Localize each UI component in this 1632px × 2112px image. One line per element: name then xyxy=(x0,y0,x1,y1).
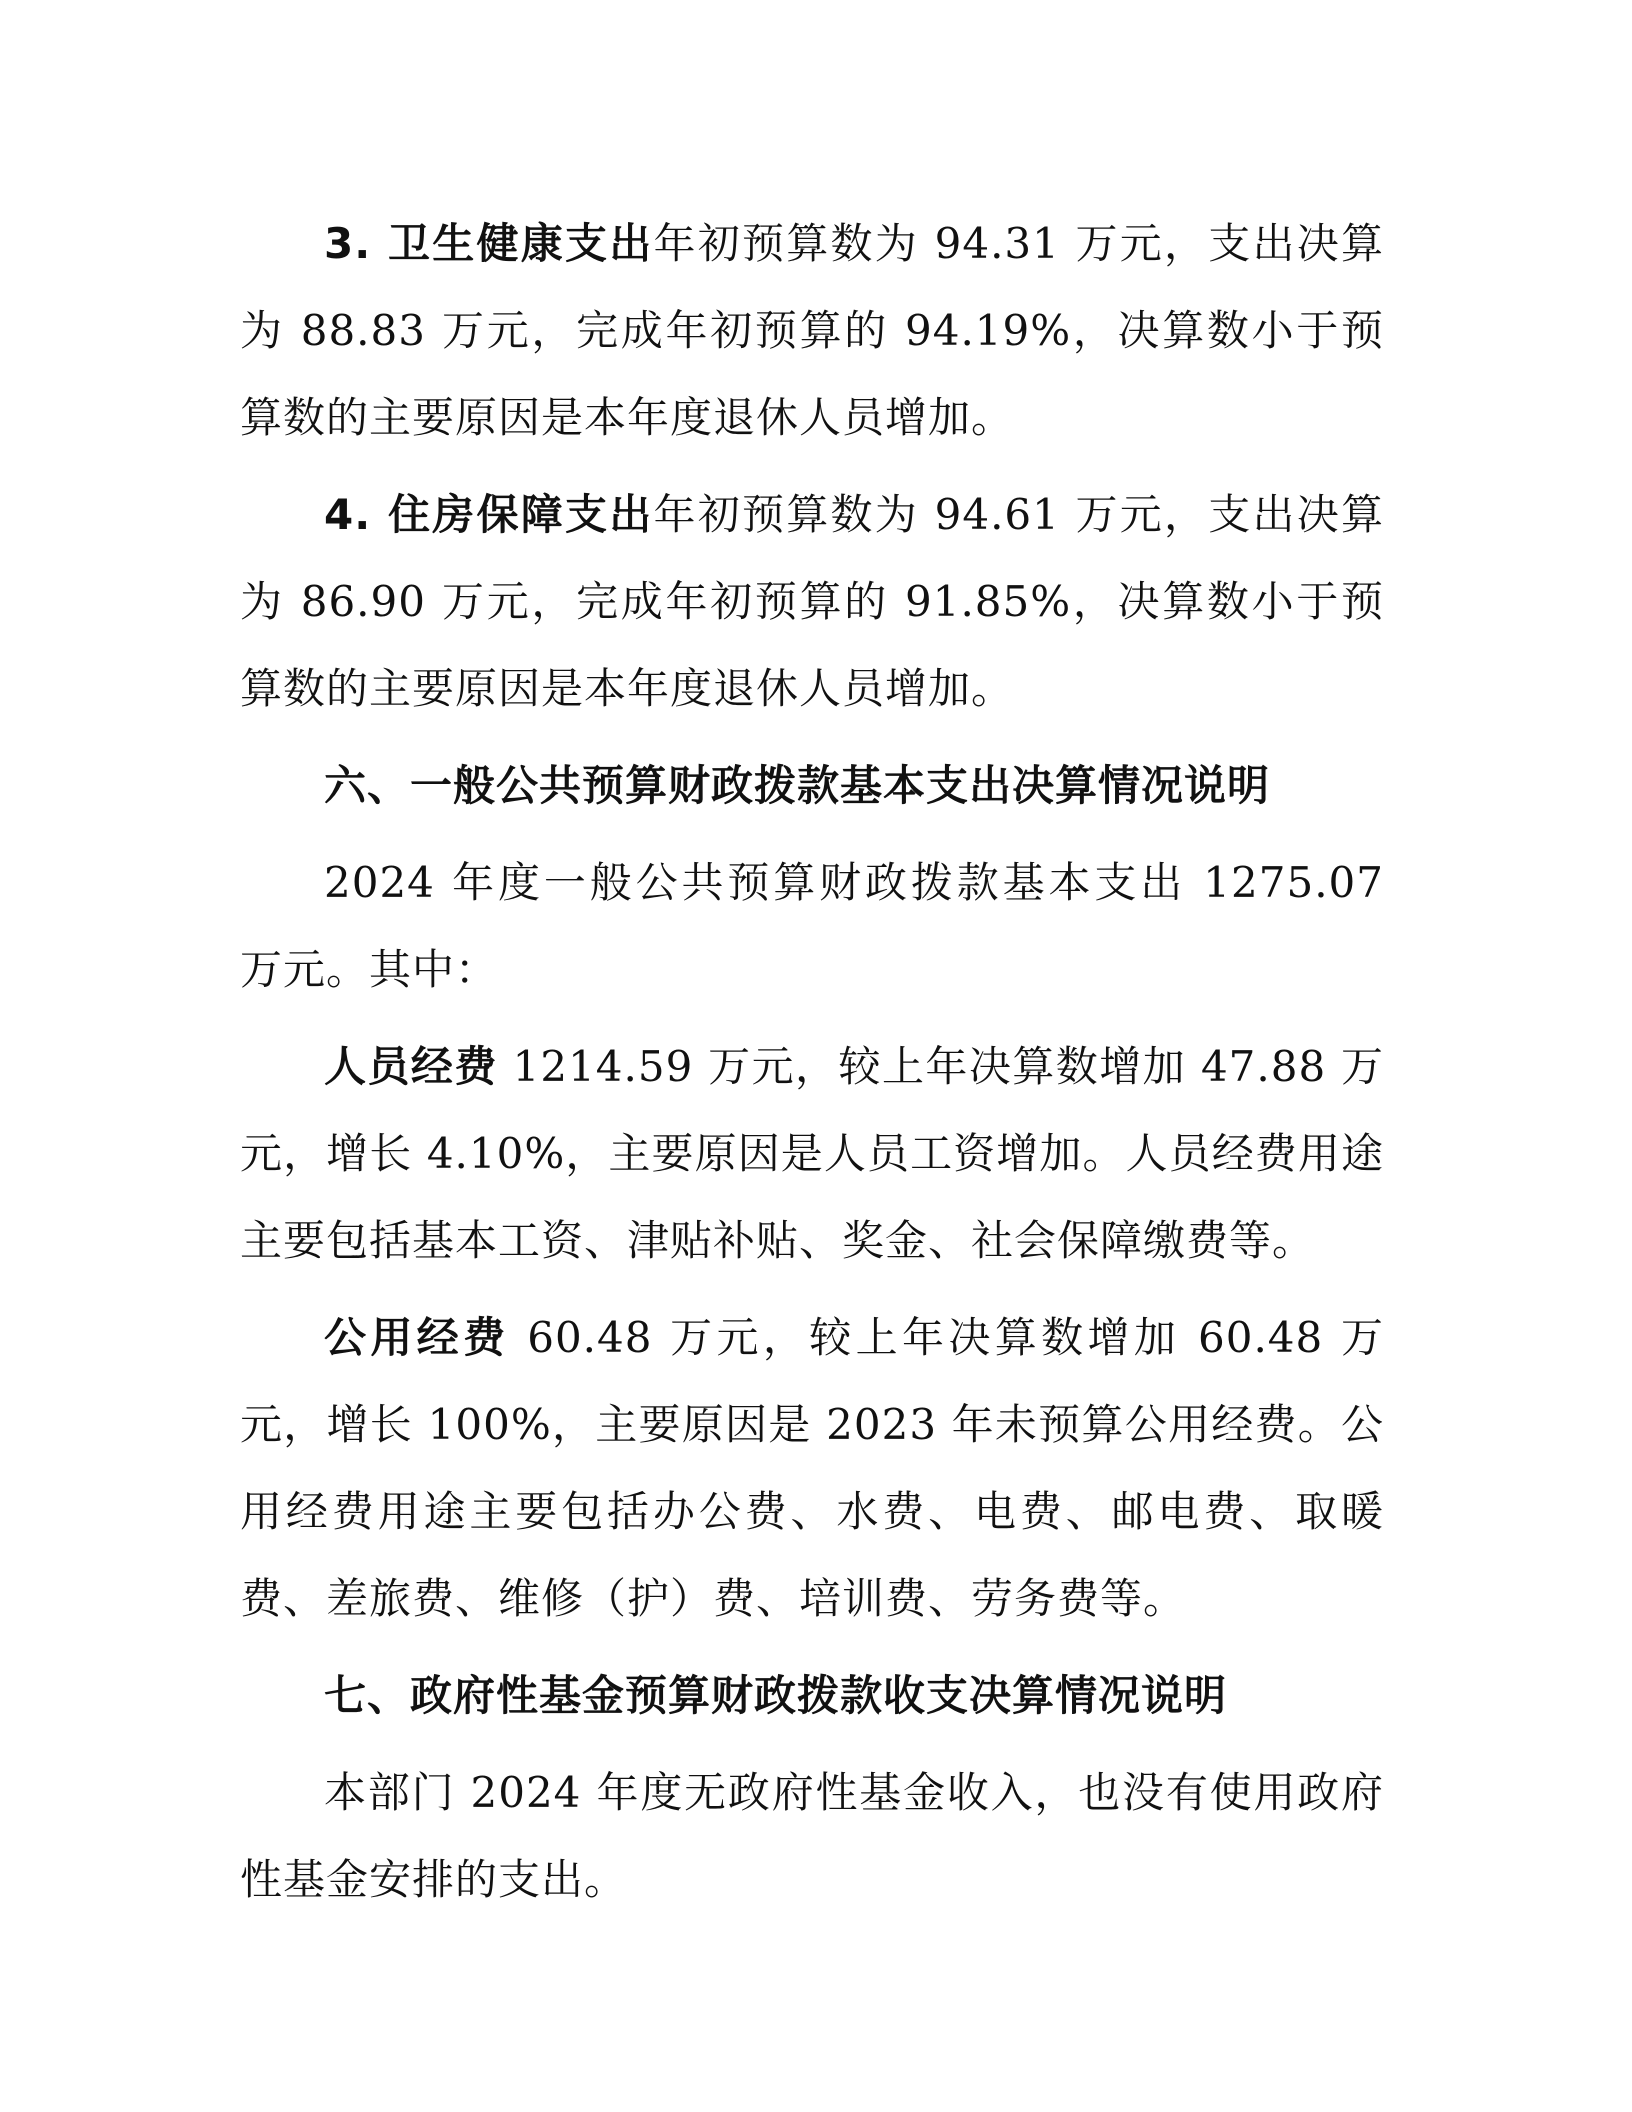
item-text-public: 60.48 万元，较上年决算数增加 60.48 万元，增长 100%，主要原因是 2023 年未预算公用经费。公用经费用途主要包括办公费、水费、电费、邮电费、取暖费、差旅费、维修（护）费、培训费、劳务费等。 xyxy=(240,1313,1384,1623)
paragraph-personnel-expenses xyxy=(240,1023,1384,1284)
item-text-housing: 年初预算数为 94.61 万元，支出决算为 86.90 万元，完成年初预算的 91.85%，决算数小于预算数的主要原因是本年度退休人员增加。 xyxy=(240,490,1384,713)
item-title-public: 公用经费 xyxy=(324,1313,510,1362)
paragraph-housing-expenditure xyxy=(240,471,1384,732)
section-heading-7: 七、政府性基金预算财政拨款收支决算情况说明 xyxy=(324,1671,1228,1720)
item-text-health: 年初预算数为 94.31 万元，支出决算为 88.83 万元，完成年初预算的 94.19%，决算数小于预算数的主要原因是本年度退休人员增加。 xyxy=(240,219,1384,442)
section-heading-6: 六、一般公共预算财政拨款基本支出决算情况说明 xyxy=(324,761,1271,810)
item-title-personnel: 人员经费 xyxy=(324,1042,498,1091)
item-text-personnel: 1214.59 万元，较上年决算数增加 47.88 万元，增长 4.10%，主要原因是人员工资增加。人员经费用途主要包括基本工资、津贴补贴、奖金、社会保障缴费等。 xyxy=(240,1042,1384,1265)
item-title-housing: 4. 住房保障支出 xyxy=(324,490,654,539)
paragraph-basic-expenditure-intro: 2024 年度一般公共预算财政拨款基本支出 1275.07 万元。其中： xyxy=(240,858,1384,994)
item-title-health: 3. 卫生健康支出 xyxy=(324,219,654,268)
paragraph-health-expenditure xyxy=(240,200,1384,461)
paragraph-public-expenses xyxy=(240,1294,1384,1642)
document-page xyxy=(240,200,1384,1923)
paragraph-government-fund: 本部门 2024 年度无政府性基金收入，也没有使用政府性基金安排的支出。 xyxy=(240,1768,1384,1904)
